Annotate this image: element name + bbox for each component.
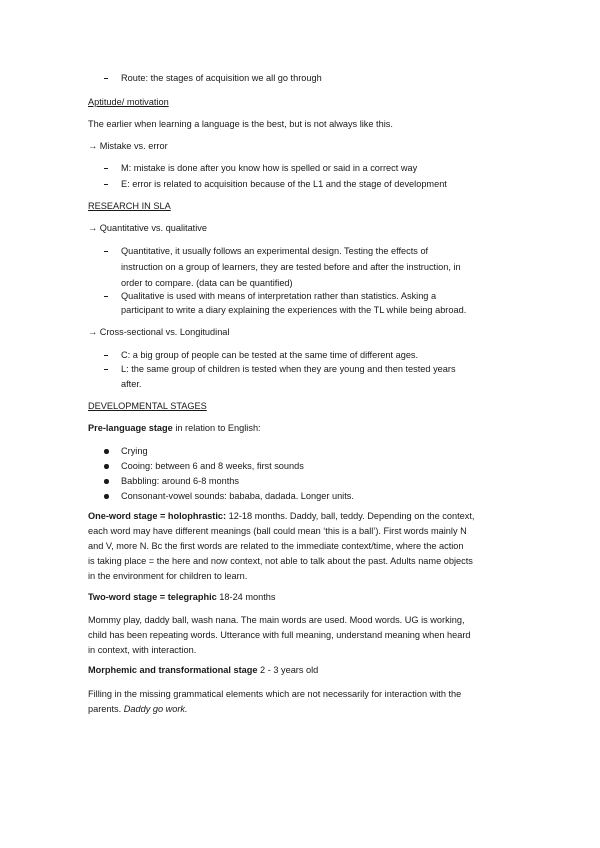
cross-sectional-item: C: a big group of people can be tested at the same time of different ages. (121, 350, 419, 360)
two-word-text: child has been repeating words. Utterance with full meaning, understand meaning when heard (88, 630, 471, 640)
pre-language-bold: Pre-language stage (88, 423, 173, 433)
mistake-item: M: mistake is done after you know how is spelled or said in a correct way (121, 163, 418, 173)
bullet-dot (104, 479, 109, 484)
dash-bullet (104, 296, 108, 297)
two-word-text: Mommy play, daddy ball, wash nana. The main words are used. Mood words. UG is working, (88, 615, 465, 625)
bullet-dot (104, 494, 109, 499)
two-word-text: in context, with interaction. (88, 645, 197, 655)
filling-example: Daddy go work. (123, 704, 188, 714)
aptitude-heading: Aptitude/ motivation (88, 97, 169, 107)
pre-language-item: Consonant-vowel sounds: bababa, dadada. Longer units. (121, 491, 354, 501)
one-word-line: each word may have different meanings (ball could mean ‘this is a ball’). First words mainly N (88, 526, 467, 536)
route-line: Route: the stages of acquisition we all go through (121, 73, 322, 83)
dash-bullet (104, 78, 108, 79)
developmental-heading: DEVELOPMENTAL STAGES (88, 401, 207, 411)
filling-prefix: parents. (88, 704, 124, 714)
quantitative-line: instruction on a group of learners, they are tested before and after the instruction, in (121, 262, 461, 272)
morphemic-rest: 2 - 3 years old (257, 665, 319, 675)
dash-bullet (104, 168, 108, 169)
quantitative-line: order to compare. (data can be quantified) (121, 278, 293, 288)
one-word-rest: 12-18 months. Daddy, ball, teddy. Depending on the context, (226, 511, 475, 521)
morphemic-line (88, 664, 318, 676)
one-word-bold: One-word stage = holophrastic: (88, 511, 227, 521)
filling-line: Filling in the missing grammatical elements which are not necessarily for interaction with the (88, 689, 462, 699)
pre-language-rest: in relation to English: (172, 423, 261, 433)
one-word-line (88, 510, 474, 522)
dash-bullet (104, 184, 108, 185)
dash-bullet (104, 369, 108, 370)
pre-language-item: Babbling: around 6-8 months (121, 476, 239, 486)
aptitude-text: The earlier when learning a language is the best, but is not always like this. (88, 119, 393, 129)
pre-language-item: Crying (121, 446, 148, 456)
filling-line (88, 703, 188, 715)
pre-language-item: Cooing: between 6 and 8 weeks, first sounds (121, 461, 304, 471)
two-word-bold: Two-word stage = telegraphic (88, 592, 217, 602)
bullet-dot (104, 449, 109, 454)
error-item: E: error is related to acquisition because of the L1 and the stage of development (121, 179, 447, 189)
one-word-line: is taking place = the here and now context, not able to talk about the past. Adults name objects (88, 556, 473, 566)
one-word-line: in the environment for children to learn. (88, 571, 248, 581)
two-word-rest: 18-24 months (216, 592, 276, 602)
quantitative-heading: → Quantitative vs. qualitative (88, 223, 207, 233)
one-word-line: and V, more N. Bc the first words are related to the immediate context/time, where the action (88, 541, 464, 551)
two-word-line (88, 591, 275, 603)
pre-language-line (88, 422, 261, 434)
dash-bullet (104, 251, 108, 252)
longitudinal-line: after. (121, 379, 142, 389)
mistake-heading: → Mistake vs. error (88, 141, 168, 151)
quantitative-line: Quantitative, it usually follows an experimental design. Testing the effects of (121, 246, 429, 256)
cross-sectional-heading: → Cross-sectional vs. Longitudinal (88, 327, 230, 337)
research-heading: RESEARCH IN SLA (88, 201, 171, 211)
qualitative-line: participant to write a diary explaining the experiences with the TL while being abroad. (121, 305, 467, 315)
qualitative-line: Qualitative is used with means of interpretation rather than statistics. Asking a (121, 291, 437, 301)
dash-bullet (104, 355, 108, 356)
morphemic-bold: Morphemic and transformational stage (88, 665, 258, 675)
longitudinal-line: L: the same group of children is tested when they are young and then tested years (121, 364, 456, 374)
bullet-dot (104, 464, 109, 469)
